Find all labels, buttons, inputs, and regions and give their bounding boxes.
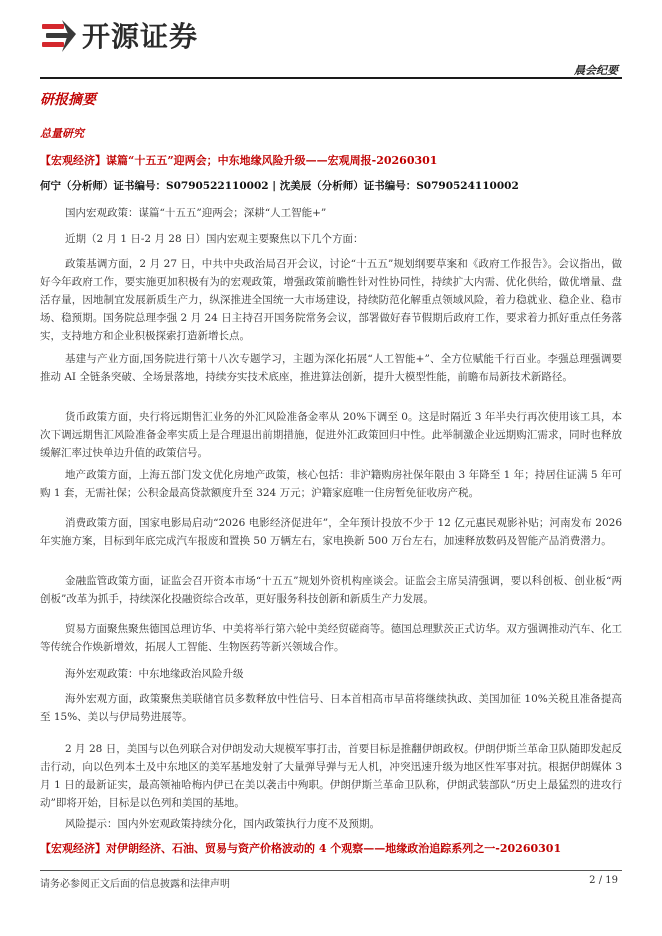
document-type-label: 晨会纪要 [574,64,618,77]
subsection-title: 总量研究 [40,127,84,140]
paragraph: 海外宏观方面，政策聚焦美联储官员多数释放中性信号、日本首相高市早苗将继续执政、美国加征 10%关税且准备提高至 15%、美以与伊局势进展等。 [40,693,622,723]
company-name: 开源证券 [82,20,199,53]
report-authors: 何宁（分析师）证书编号：S0790522110002 | 沈美辰（分析师）证书编号：S0790524110002 [40,180,519,192]
paragraph: 金融监管政策方面，证监会召开资本市场“十五五”规划外资机构座谈会。证监会主席吴清强调，要以科创板、创业板“两创板”改革为抓手，持续深化投融资综合改革，更好服务科技创新和新质生产力发展。 [40,575,622,605]
footer-disclaimer: 请务必参阅正文后面的信息披露和法律声明 [40,879,230,890]
header-divider [40,77,622,79]
page-number: 2 / 19 [589,875,618,886]
paragraph: 贸易方面聚焦聚焦德国总理访华、中美将举行第六轮中美经贸磋商等。德国总理默茨正式访华。双方强调推动汽车、化工等传统合作焕新增效，拓展人工智能、生物医药等新兴领域合作。 [40,623,622,653]
paragraph: 2 月 28 日，美国与以色列联合对伊朗发动大规模军事打击，首要目标是推翻伊朗政权。伊朗伊斯兰革命卫队随即发起反击行动，向以色列本土及中东地区的美军基地发射了大量弹导弹与无人机，冲突迅速升级为地区性军事对抗。根据伊朗媒体 3 月 1 日的最新证实，最高领袖哈梅内伊已在美以袭击中殉职。伊朗伊斯兰革命卫队称，伊朗武装部队“历史上最猛烈的进攻行动”即将开始，目标是以色列和美国的基地。 [40,743,622,809]
paragraph: 货币政策方面，央行将远期售汇业务的外汇风险准备金率从 20%下调至 0。这是时隔近 3 年半央行再次使用该工具，本次下调远期售汇风险准备金率实质上是合理退出前期措施，促进外汇政策回归中性。此举制激企业远期购汇需求，同时也释放缓解汇率过快单边升值的政策信号。 [40,411,622,459]
footer-divider [40,870,622,871]
report-title[interactable]: 【宏观经济】谋篇“十五五”迎两会；中东地缘风险升级——宏观周报-20260301 [40,154,438,167]
paragraph: 近期（2 月 1 日-2 月 28 日）国内宏观主要聚焦以下几个方面： [65,233,364,245]
paragraph: 海外宏观政策：中东地缘政治风险升级 [65,668,244,680]
report-title[interactable]: 【宏观经济】对伊朗经济、石油、贸易与资产价格波动的 4 个观察——地缘政治追踪系列之一-20260301 [40,842,562,855]
paragraph: 风险提示：国内外宏观政策持续分化，国内政策执行力度不及预期。 [65,818,380,830]
paragraph: 地产政策方面，上海五部门发文优化房地产政策，核心包括：非沪籍购房社保年限由 3 年降至 1 年；持居住证满 5 年可购 1 套，无需社保；公积金最高贷款额度升至 324 万元；沪籍家庭唯一住房暂免征收房产税。 [40,469,622,499]
page-header [0,0,662,80]
paragraph: 基建与产业方面,国务院进行第十八次专题学习，主题为深化拓展“人工智能+”、全方位赋能千行百业。李强总理强调要推动 AI 全链条突破、全场景落地，持续夯实技术底座，推进算法创新，提升大模型性能，前瞻布局新技术新路径。 [40,353,622,383]
paragraph: 消费政策方面，国家电影局启动“2026 电影经济促进年”，全年预计投放不少于 12 亿元惠民观影补贴；河南发布 2026 年实施方案，目标到年底完成汽车报废和置换 50 万辆左右，家电换新 500 万台左右，加速释放数码及智能产品消费潜力。 [40,517,622,547]
company-logo-icon [40,18,78,54]
section-title: 研报摘要 [40,92,96,108]
paragraph: 政策基调方面，2 月 27 日，中共中央政治局召开会议，讨论“十五五”规划纲要草案和《政府工作报告》。会议指出，做好今年政府工作，要实施更加积极有为的宏观政策，增强政策前瞻性针对性协同性，持续扩大内需、优化供给，做优增量、盘活存量，因地制宜发展新质生产力，纵深推进全国统一大市场建设，持续防范化解重点领域风险，着力稳就业、稳企业、稳市场、稳预期。国务院总理李强 2 月 24 日主持召开国务院常务会议，部署做好春节假期后政府工作，要求着力抓好重点任务落实，支持地方和企业积极探索打造新增长点。 [40,258,622,342]
paragraph: 国内宏观政策：谋篇“十五五”迎两会；深耕“人工智能+” [65,207,327,219]
